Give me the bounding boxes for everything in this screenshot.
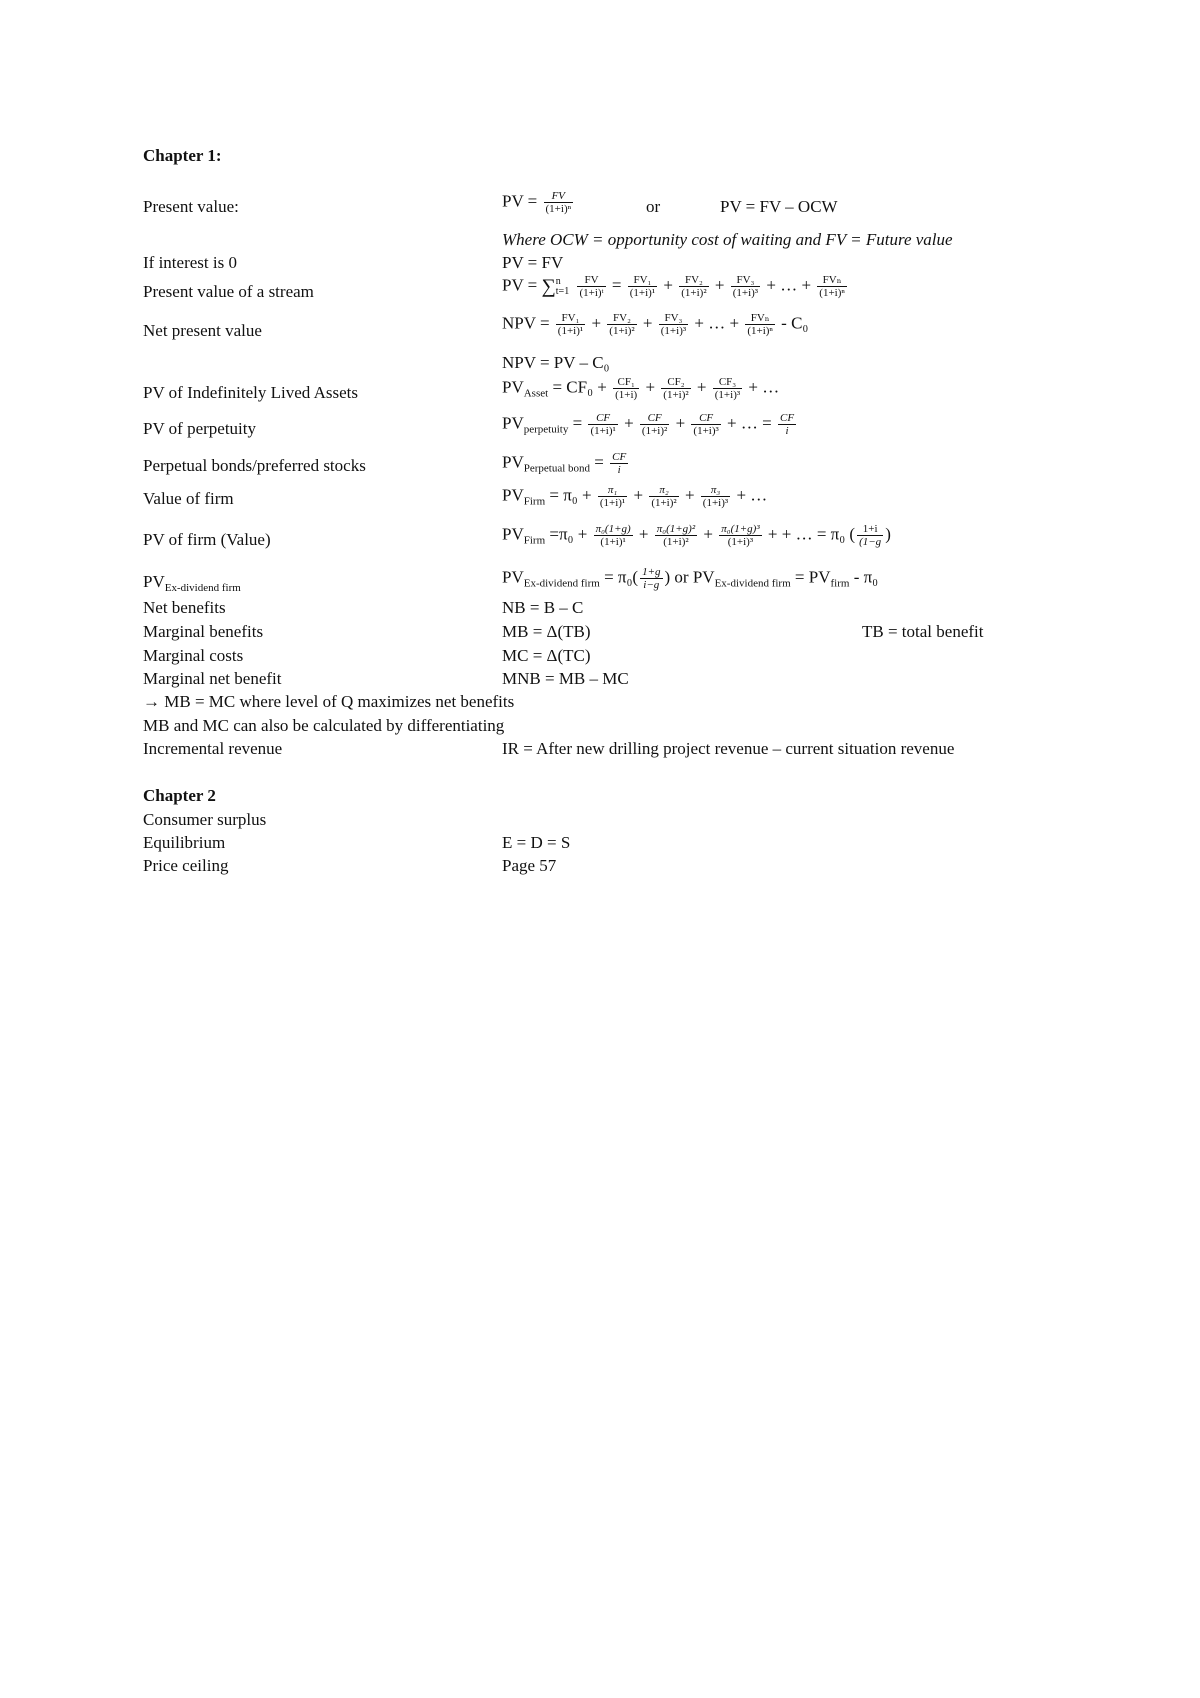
- fraction: [661, 376, 690, 401]
- numerator: FV₁: [556, 312, 585, 325]
- fraction: [640, 412, 669, 437]
- formula-text: - π₀: [853, 567, 879, 587]
- subscript: firm: [830, 577, 850, 590]
- equilibrium-label: Equilibrium: [143, 833, 226, 852]
- value-of-firm-formula: $PV_{Firm} = \pi_0$ + $\frac{\text{π₁}}{\text{(1+i)¹}}$ + $\frac{\text{π₂}}{\text{(1+i)²}}$ + $\frac{\text{π₃}}{\text{(1+i)³}}$ + …: [502, 484, 768, 509]
- net-benefits-formula: NB = B – C: [502, 598, 584, 617]
- numerator: FVₙ: [817, 274, 847, 287]
- marginal-costs-label: Marginal costs: [143, 646, 244, 665]
- marginal-costs-formula: MC = Δ(TC): [502, 646, 591, 665]
- denominator: (1+i)ⁿ: [545, 203, 572, 215]
- denominator: (1−g: [859, 536, 882, 548]
- numerator: π₁: [598, 484, 627, 497]
- formula-text: PV: [502, 485, 524, 505]
- subscript: perpetuity: [523, 423, 569, 436]
- denominator: (1+i)¹: [557, 325, 584, 337]
- fraction: [731, 274, 760, 299]
- equilibrium-formula: E = D = S: [502, 833, 571, 852]
- formula-text: = π₀ +: [549, 485, 592, 505]
- pv-firm-value-label: PV of firm (Value): [143, 530, 271, 549]
- fraction: [719, 523, 761, 548]
- fraction: [649, 484, 678, 509]
- fraction: [544, 190, 574, 215]
- numerator: π₀(1+g)³: [721, 523, 760, 535]
- perpetual-bonds-label: Perpetual bonds/preferred stocks: [143, 456, 366, 475]
- fraction: [628, 274, 657, 299]
- fraction: [691, 412, 720, 437]
- perpetuity-formula: $PV_{perpetuity}$ = $\frac{CF}{\text{(1+i)¹}}$ + $\frac{CF}{\text{(1+i)²}}$ + $\frac{CF}{\text{(1+i)³}}$ + … = $\frac{CF}{i}$: [502, 412, 795, 437]
- denominator: (1+i)³: [660, 325, 687, 337]
- numerator: FV₃: [731, 274, 760, 287]
- interest-zero-label: If interest is 0: [143, 253, 237, 272]
- indefinite-label: PV of Indefinitely Lived Assets: [143, 383, 358, 402]
- subscript: Ex-dividend firm: [164, 582, 241, 594]
- numerator: CF₂: [661, 376, 690, 389]
- formula-text: + … = π₀ (: [781, 524, 856, 544]
- formula-text: + … +: [766, 275, 812, 295]
- denominator: (1+i)³: [727, 536, 754, 548]
- denominator: (1+i)²: [609, 325, 635, 337]
- perpetuity-label: PV of perpetuity: [143, 419, 257, 438]
- marginal-net-benefit-formula: MNB = MB – MC: [502, 669, 629, 688]
- denominator: i−g: [643, 579, 660, 591]
- numerator: CF: [640, 412, 669, 425]
- formula-text: + … =: [727, 413, 772, 433]
- fraction: [713, 376, 742, 401]
- npv-label: Net present value: [143, 321, 262, 340]
- pv-firm-value-formula: $PV_{Firm} =\pi_0$ + $\frac{\text{π₀(1+g)}}{\text{(1+i)¹}}$ + $\frac{\text{π₀(1+g)²}}{\text{(1+i)²}}$ + $\frac{\text{π₀(1+g)³}}{\text{(1+i)³}}$ + + … = π₀ ( $\frac{1+i}{(1-g}$ ): [502, 523, 891, 548]
- numerator: FVₙ: [745, 312, 775, 325]
- numerator: FV₂: [607, 312, 636, 325]
- denominator: (1+i)¹: [600, 536, 626, 548]
- fraction: [577, 274, 605, 299]
- formula-text: PV =: [502, 191, 538, 211]
- formula-text: NPV =: [502, 313, 550, 333]
- fraction: [817, 274, 847, 299]
- formula-text: =: [611, 275, 622, 295]
- fraction: [598, 484, 627, 509]
- numerator: π₃: [701, 484, 730, 497]
- formula-text: = π₀(: [604, 567, 639, 587]
- formula-text: PV: [502, 567, 524, 587]
- formula-text: ): [885, 524, 891, 544]
- denominator: (1+i)³: [732, 287, 759, 299]
- ex-dividend-formula: [502, 566, 878, 593]
- sum-upper: n: [555, 275, 561, 287]
- present-value-formula: [502, 190, 575, 215]
- formula-text: PV: [502, 524, 524, 544]
- stream-label: Present value of a stream: [143, 282, 314, 301]
- fraction: [613, 376, 639, 401]
- numerator: CF: [691, 412, 720, 425]
- formula-text: =π₀ +: [549, 524, 588, 544]
- incremental-revenue-formula: IR = After new drilling project revenue – current situation revenue: [502, 739, 955, 758]
- rule-mb-mc: → MB = MC where level of Q maximizes net benefits: [143, 692, 515, 711]
- subscript: Asset: [523, 387, 549, 400]
- subscript: Firm: [523, 495, 546, 508]
- denominator: (1+i)³: [702, 497, 729, 509]
- numerator: FV₂: [679, 274, 708, 287]
- fraction: [701, 484, 730, 509]
- formula-text: PV: [502, 452, 524, 472]
- numerator: CF: [779, 412, 795, 424]
- marginal-benefits-label: Marginal benefits: [143, 622, 264, 641]
- perpetual-bonds-formula: $PV_{Perpetual bond}$ = $\frac{CF}{i}$: [502, 451, 627, 476]
- fraction: [610, 451, 628, 476]
- formula-text: ) or PV: [664, 567, 715, 587]
- numerator: FV₁: [628, 274, 657, 287]
- rule-differentiating: MB and MC can also be calculated by differentiating: [143, 716, 505, 735]
- denominator: i: [785, 425, 789, 437]
- numerator: 1+g: [642, 566, 661, 578]
- indefinite-formula: $PV_{Asset} = CF_0$ + $\frac{\text{CF₁}}{(1+i)}$ + $\frac{\text{CF₂}}{\text{(1+i)²}}$ + $\frac{\text{CF₃}}{\text{(1+i)³}}$ + …: [502, 376, 780, 401]
- ex-dividend-label: [143, 572, 241, 598]
- numerator: 1+i: [857, 523, 883, 536]
- sigma-symbol: ∑: [541, 275, 556, 298]
- numerator: FV: [544, 190, 574, 203]
- numerator: π₂: [649, 484, 678, 497]
- denominator: (1+i)²: [641, 425, 668, 437]
- denominator: (1+i)³: [693, 425, 719, 437]
- sum-limits: [556, 277, 569, 297]
- consumer-surplus-label: Consumer surplus: [143, 810, 267, 829]
- subscript: Perpetual bond: [523, 462, 591, 475]
- fraction: [778, 412, 796, 437]
- numerator: FV₃: [659, 312, 688, 325]
- formula-text: PV: [502, 413, 524, 433]
- formula-text: PV =: [502, 275, 538, 295]
- present-value-note: Where OCW = opportunity cost of waiting and FV = Future value: [502, 230, 953, 249]
- fraction: [607, 312, 636, 337]
- chapter2-heading: Chapter 2: [143, 786, 216, 805]
- marginal-benefits-note: TB = total benefit: [862, 622, 984, 641]
- stream-formula: PV = ∑ n t=1 $\frac{FV}{\text{(1+i)ᵗ}}$ = $\frac{\text{FV₁}}{\text{(1+i)¹}}$ + $\frac{\text{FV₂}}{\text{(1+i)²}}$ + $\frac{\text{FV₃}}{\text{(1+i)³}}$ + … + $\frac{\text{FVₙ}}{\text{(1+i)ⁿ}}$: [502, 274, 845, 299]
- price-ceiling-formula: Page 57: [502, 856, 557, 875]
- chapter1-heading: Chapter 1:: [143, 146, 222, 165]
- denominator: (1+i)¹: [590, 425, 616, 437]
- present-value-label: Present value:: [143, 197, 239, 216]
- denominator: (1+i)³: [714, 389, 741, 401]
- subscript: Ex-dividend firm: [714, 577, 791, 590]
- subscript: Firm: [523, 534, 546, 547]
- numerator: CF₃: [713, 376, 742, 389]
- denominator: (1+i)²: [651, 497, 677, 509]
- formula-text: + …: [736, 485, 768, 505]
- fraction: [556, 312, 585, 337]
- formula-text: - C₀: [781, 313, 809, 333]
- denominator: (1+i)²: [663, 536, 689, 548]
- fraction: [745, 312, 775, 337]
- denominator: (1+i)²: [663, 389, 689, 401]
- formula-text: + … +: [694, 313, 740, 333]
- denominator: (1+i)ⁿ: [819, 287, 845, 299]
- interest-zero-formula: PV = FV: [502, 253, 564, 272]
- numerator: π₀(1+g)²: [656, 523, 696, 535]
- denominator: i: [617, 464, 621, 476]
- numerator: CF: [612, 451, 627, 463]
- numerator: π₀(1+g): [595, 523, 631, 535]
- fraction: [594, 523, 633, 548]
- fraction: [640, 566, 662, 591]
- label-text: PV: [143, 572, 165, 591]
- formula-text: = CF₀ +: [552, 377, 607, 397]
- denominator: (1+i): [615, 389, 638, 401]
- formula-text: + …: [748, 377, 780, 397]
- fraction: [588, 412, 617, 437]
- price-ceiling-label: Price ceiling: [143, 856, 229, 875]
- fraction: [659, 312, 688, 337]
- incremental-revenue-label: Incremental revenue: [143, 739, 283, 758]
- denominator: (1+i)ⁿ: [747, 325, 773, 337]
- formula-text: = PV: [794, 567, 831, 587]
- denominator: (1+i)¹: [629, 287, 656, 299]
- denominator: (1+i)ᵗ: [579, 287, 604, 299]
- subscript: Ex-dividend firm: [523, 577, 600, 590]
- fraction: [857, 523, 883, 548]
- denominator: (1+i)¹: [599, 497, 626, 509]
- or-text: or: [646, 197, 661, 216]
- numerator: CF₁: [613, 376, 639, 389]
- npv-formula: NPV = $\frac{\text{FV₁}}{\text{(1+i)¹}}$ + $\frac{\text{FV₂}}{\text{(1+i)²}}$ + $\frac{\text{FV₃}}{\text{(1+i)³}}$ + … + $\frac{\text{FVₙ}}{\text{(1+i)ⁿ}}$ - C₀: [502, 312, 809, 337]
- formula-text: PV: [502, 377, 524, 397]
- marginal-benefits-formula: MB = Δ(TB): [502, 622, 591, 641]
- numerator: FV: [577, 274, 605, 287]
- fraction: [679, 274, 708, 299]
- sum-lower: t=1: [555, 285, 570, 297]
- fraction: [655, 523, 697, 548]
- numerator: CF: [588, 412, 617, 425]
- marginal-net-benefit-label: Marginal net benefit: [143, 669, 282, 688]
- present-value-alt-formula: PV = FV – OCW: [720, 197, 838, 216]
- denominator: (1+i)²: [681, 287, 707, 299]
- npv-formula-2: NPV = PV – C₀: [502, 353, 610, 372]
- net-benefits-label: Net benefits: [143, 598, 226, 617]
- value-of-firm-label: Value of firm: [143, 489, 234, 508]
